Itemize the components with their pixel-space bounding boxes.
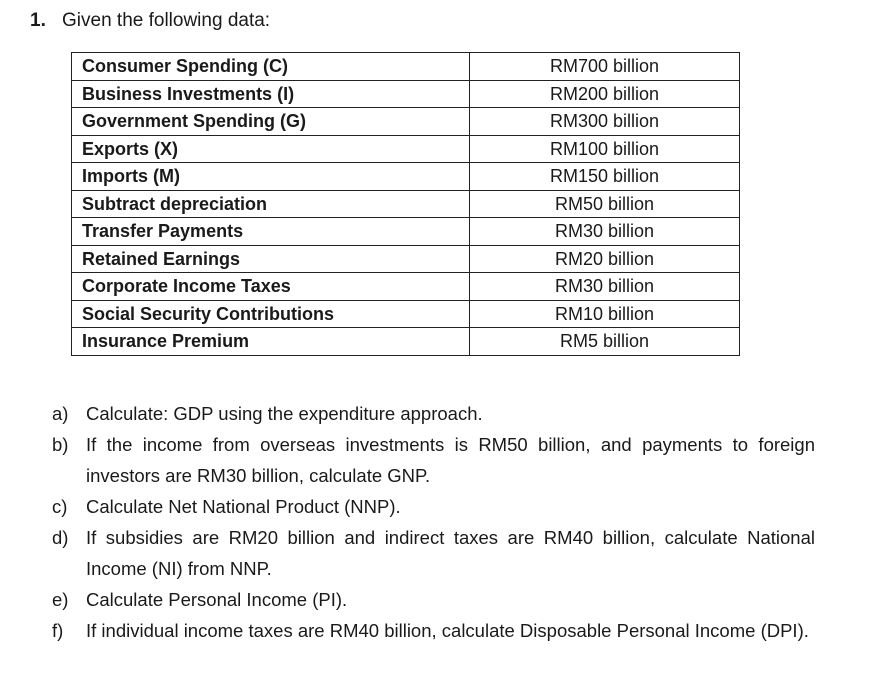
row-label: Transfer Payments — [72, 218, 470, 246]
sub-question-letter: f) — [52, 620, 64, 641]
row-label: Government Spending (G) — [72, 108, 470, 136]
table-row — [72, 190, 740, 218]
data-table — [71, 52, 740, 356]
sub-question-letter: c) — [52, 496, 68, 517]
row-value: RM5 billion — [470, 328, 740, 356]
row-label: Retained Earnings — [72, 245, 470, 273]
table-row — [72, 300, 740, 328]
question-number: 1. — [30, 10, 46, 31]
sub-question-text: If subsidies are RM20 billion and indirect taxes are RM40 billion, calculate National Income (NI) from NNP. — [86, 527, 815, 579]
table-row — [72, 163, 740, 191]
sub-question-letter: b) — [52, 434, 69, 455]
sub-question — [52, 584, 815, 615]
sub-question — [52, 615, 815, 646]
question-title: Given the following data: — [62, 10, 271, 31]
row-value: RM20 billion — [470, 245, 740, 273]
sub-question-letter: e) — [52, 589, 69, 610]
table-row — [72, 80, 740, 108]
sub-question-list — [52, 398, 815, 646]
sub-question-text: If individual income taxes are RM40 billion, calculate Disposable Personal Income (DPI). — [86, 620, 809, 641]
row-value: RM700 billion — [470, 53, 740, 81]
row-value: RM30 billion — [470, 218, 740, 246]
sub-question-text: Calculate Net National Product (NNP). — [86, 496, 401, 517]
row-value: RM150 billion — [470, 163, 740, 191]
sub-question-letter: d) — [52, 527, 69, 548]
row-label: Exports (X) — [72, 135, 470, 163]
table-row — [72, 328, 740, 356]
row-label: Social Security Contributions — [72, 300, 470, 328]
row-value: RM30 billion — [470, 273, 740, 301]
row-value: RM50 billion — [470, 190, 740, 218]
table-row — [72, 273, 740, 301]
table-row — [72, 245, 740, 273]
sub-question-text: If the income from overseas investments is RM50 billion, and payments to foreign investors are RM30 billion, calculate GNP. — [86, 434, 815, 486]
sub-question — [52, 522, 815, 584]
row-label: Imports (M) — [72, 163, 470, 191]
row-label: Insurance Premium — [72, 328, 470, 356]
row-value: RM200 billion — [470, 80, 740, 108]
question-heading — [30, 8, 270, 34]
table-row — [72, 135, 740, 163]
row-value: RM300 billion — [470, 108, 740, 136]
row-value: RM10 billion — [470, 300, 740, 328]
row-label: Business Investments (I) — [72, 80, 470, 108]
row-label: Subtract depreciation — [72, 190, 470, 218]
sub-question — [52, 398, 815, 429]
row-label: Corporate Income Taxes — [72, 273, 470, 301]
row-value: RM100 billion — [470, 135, 740, 163]
table-row — [72, 53, 740, 81]
sub-question-text: Calculate Personal Income (PI). — [86, 589, 348, 610]
table-row — [72, 108, 740, 136]
sub-question-text: Calculate: GDP using the expenditure approach. — [86, 403, 483, 424]
row-label: Consumer Spending (C) — [72, 53, 470, 81]
table-row — [72, 218, 740, 246]
sub-question — [52, 491, 815, 522]
sub-question — [52, 429, 815, 491]
sub-question-letter: a) — [52, 403, 69, 424]
